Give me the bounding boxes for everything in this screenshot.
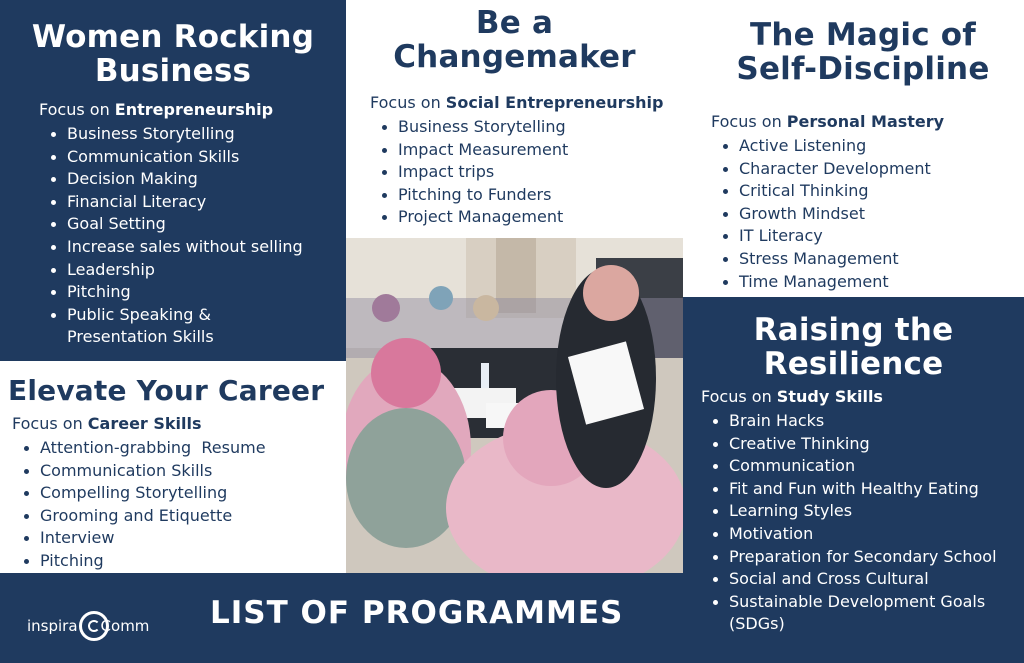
focus-line xyxy=(701,387,883,406)
list-item: Critical Thinking xyxy=(711,180,931,203)
title-line-2: Changemaker xyxy=(393,39,636,75)
list-item: Impact Measurement xyxy=(370,139,568,162)
skills-list xyxy=(12,437,266,573)
list-item-continuation: Presentation Skills xyxy=(67,327,214,347)
footer-banner xyxy=(0,573,683,663)
focus-area: Career Skills xyxy=(87,414,202,433)
list-item: Communication Skills xyxy=(12,460,266,483)
panel-title xyxy=(683,18,1024,86)
list-item: Interview xyxy=(12,527,266,550)
focus-line xyxy=(12,414,202,433)
focus-line xyxy=(370,93,663,112)
title-line-1: The Magic of xyxy=(750,17,976,53)
focus-prefix: Focus on xyxy=(701,387,777,406)
skills-list xyxy=(39,123,303,349)
page-heading: LIST OF PROGRAMMES xyxy=(210,595,624,631)
list-item: Project Management xyxy=(370,206,568,229)
list-item: Attention-grabbing Resume xyxy=(12,437,266,460)
logo-text-right: Comm xyxy=(100,617,150,635)
list-item: Leadership xyxy=(39,259,303,282)
list-item: Communication xyxy=(701,455,999,478)
list-item: Compelling Storytelling xyxy=(12,482,266,505)
list-item: Growth Mindset xyxy=(711,203,931,226)
list-item: Brain Hacks xyxy=(701,410,999,433)
list-item: Public Speaking & xyxy=(39,304,303,327)
focus-area: Study Skills xyxy=(776,387,883,406)
list-item: Motivation xyxy=(701,523,999,546)
list-item: Pitching to Funders xyxy=(370,184,568,207)
list-item: Increase sales without selling xyxy=(39,236,303,259)
title-line-2: Self-Discipline xyxy=(736,51,990,87)
list-item: Character Development xyxy=(711,158,931,181)
logo-c-icon xyxy=(79,611,109,641)
focus-prefix: Focus on xyxy=(370,93,446,112)
title-line-1: Be a xyxy=(475,5,554,41)
list-item: Business Storytelling xyxy=(39,123,303,146)
list-item: Time Management xyxy=(711,271,931,294)
focus-area: Personal Mastery xyxy=(786,112,945,131)
list-item: Impact trips xyxy=(370,161,568,184)
list-item: Decision Making xyxy=(39,168,303,191)
title-line-1: Raising the xyxy=(753,312,954,348)
panel-magic-of-self-discipline xyxy=(683,0,1024,297)
list-item: Active Listening xyxy=(711,135,931,158)
focus-line xyxy=(711,112,944,131)
title-line-1: Women Rocking xyxy=(31,19,315,55)
focus-prefix: Focus on xyxy=(39,100,115,119)
panel-women-rocking-business xyxy=(0,0,346,361)
panel-elevate-your-career xyxy=(0,361,346,573)
workshop-photo xyxy=(346,238,683,573)
panel-title xyxy=(683,313,1024,381)
list-item: Creative Thinking xyxy=(701,433,999,456)
logo-text-left: inspira xyxy=(27,617,78,635)
list-item: Grooming and Etiquette xyxy=(12,505,266,528)
panel-raising-the-resilience xyxy=(683,297,1024,663)
panel-be-a-changemaker xyxy=(346,0,683,238)
focus-prefix: Focus on xyxy=(12,414,88,433)
focus-line xyxy=(39,100,273,119)
list-item: Pitching xyxy=(39,281,303,304)
focus-prefix: Focus on xyxy=(711,112,787,131)
list-item: Communication Skills xyxy=(39,146,303,169)
list-item: Stress Management xyxy=(711,248,931,271)
skills-list xyxy=(701,410,999,636)
list-item: Learning Styles xyxy=(701,500,999,523)
list-item: Social and Cross Cultural xyxy=(701,568,999,591)
workshop-photo-illustration xyxy=(346,238,683,573)
focus-area: Social Entrepreneurship xyxy=(445,93,664,112)
panel-title: Elevate Your Career xyxy=(8,374,325,407)
list-item: Goal Setting xyxy=(39,213,303,236)
list-item: Financial Literacy xyxy=(39,191,303,214)
list-item: Fit and Fun with Healthy Eating xyxy=(701,478,999,501)
list-item: Business Storytelling xyxy=(370,116,568,139)
focus-area: Entrepreneurship xyxy=(114,100,274,119)
panel-title xyxy=(0,20,346,88)
skills-list xyxy=(711,135,931,293)
list-item: Sustainable Development Goals (SDGs) xyxy=(701,591,999,636)
inspiracomm-logo xyxy=(27,611,149,641)
title-line-2: Resilience xyxy=(763,346,944,382)
list-item: IT Literacy xyxy=(711,225,931,248)
list-item: Preparation for Secondary School xyxy=(701,546,999,569)
skills-list xyxy=(370,116,568,229)
panel-title xyxy=(346,6,683,74)
list-item: Pitching xyxy=(12,550,266,573)
title-line-2: Business xyxy=(94,53,252,89)
